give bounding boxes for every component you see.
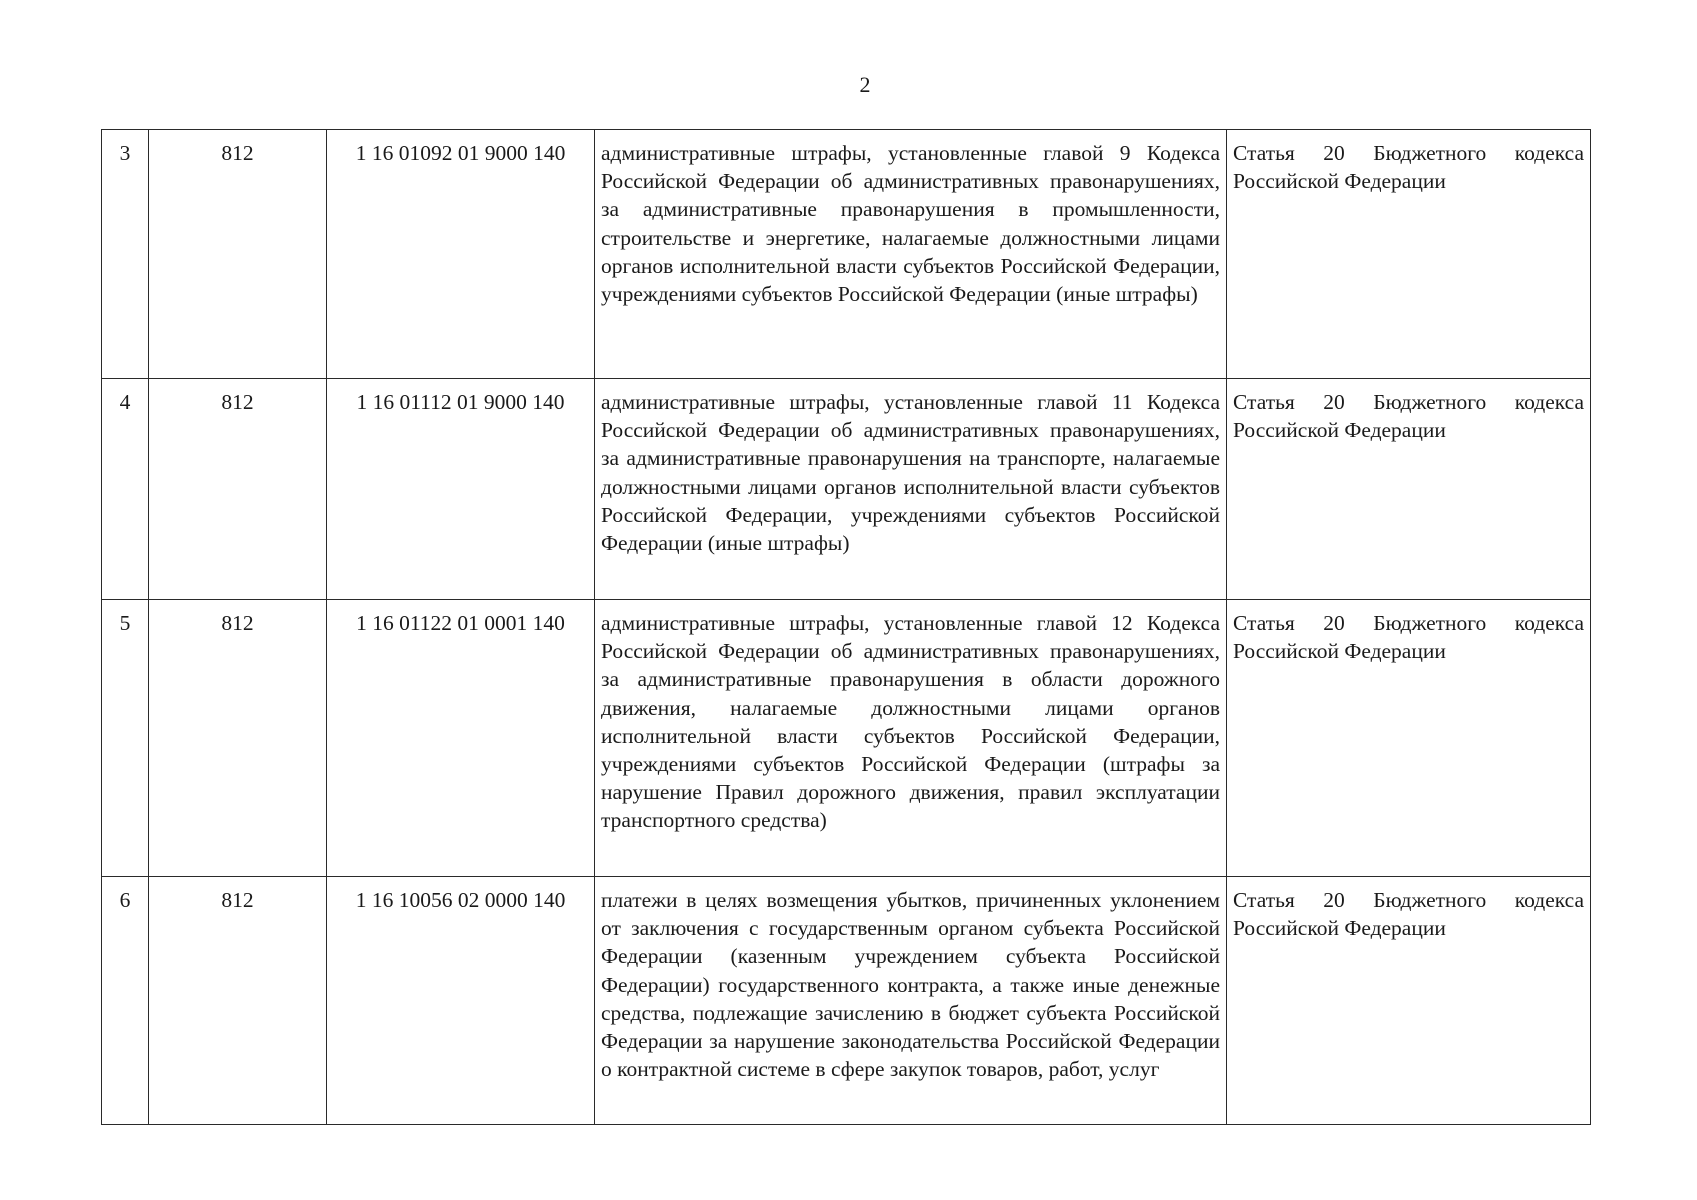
revenue-code: 1 16 10056 02 0000 140 (327, 877, 595, 1125)
revenue-name (595, 600, 1227, 877)
administrator-code: 812 (149, 379, 327, 600)
page-number: 2 (859, 72, 871, 97)
revenue-codes-table (101, 129, 1591, 1125)
revenue-name (595, 130, 1227, 379)
table-row (102, 600, 1591, 877)
revenue-name-text: административные штрафы, установленные главой 9 Кодекса Российской Федерации об административных правонарушениях, за административные правонарушения в промышленности, строительстве и энергетике, налагаемые должностными лицами органов исполнительной власти субъектов Российской Федерации, учреждениями субъектов Российской Федерации (иные штрафы) (601, 141, 1220, 307)
legal-basis: Статья 20 Бюджетного кодекса Российской Федерации (1227, 877, 1591, 1125)
revenue-code: 1 16 01092 01 9000 140 (327, 130, 595, 379)
row-number: 4 (102, 379, 149, 600)
row-number: 3 (102, 130, 149, 379)
revenue-code: 1 16 01112 01 9000 140 (327, 379, 595, 600)
revenue-name (595, 877, 1227, 1125)
revenue-name (595, 379, 1227, 600)
row-number: 6 (102, 877, 149, 1125)
administrator-code: 812 (149, 877, 327, 1125)
legal-basis: Статья 20 Бюджетного кодекса Российской Федерации (1227, 130, 1591, 379)
administrator-code: 812 (149, 600, 327, 877)
table-row (102, 877, 1591, 1125)
revenue-name-text: платежи в целях возмещения убытков, причиненных уклонением от заключения с государственным органом субъекта Российской Федерации (казенным учреждением субъекта Российской Федерации) государственного контракта, а также иные денежные средства, подлежащие зачислению в бюджет субъекта Российской Федерации за нарушение законодательства Российской Федерации о контрактной системе в сфере закупок товаров, работ, услуг (601, 888, 1220, 1082)
legal-basis: Статья 20 Бюджетного кодекса Российской Федерации (1227, 379, 1591, 600)
administrator-code: 812 (149, 130, 327, 379)
legal-basis: Статья 20 Бюджетного кодекса Российской Федерации (1227, 600, 1591, 877)
table-row (102, 130, 1591, 379)
revenue-name-text: административные штрафы, установленные главой 11 Кодекса Российской Федерации об административных правонарушениях, за административные правонарушения на транспорте, налагаемые должностными лицами органов исполнительной власти субъектов Российской Федерации, учреждениями субъектов Российской Федерации (иные штрафы) (601, 390, 1220, 556)
table-row (102, 379, 1591, 600)
revenue-name-text: административные штрафы, установленные главой 12 Кодекса Российской Федерации об административных правонарушениях, за административные правонарушения в области дорожного движения, налагаемые должностными лицами органов исполнительной власти субъектов Российской Федерации, учреждениями субъектов Российской Федерации (штрафы за нарушение Правил дорожного движения, правил эксплуатации транспортного средства) (601, 611, 1220, 833)
revenue-code: 1 16 01122 01 0001 140 (327, 600, 595, 877)
row-number: 5 (102, 600, 149, 877)
